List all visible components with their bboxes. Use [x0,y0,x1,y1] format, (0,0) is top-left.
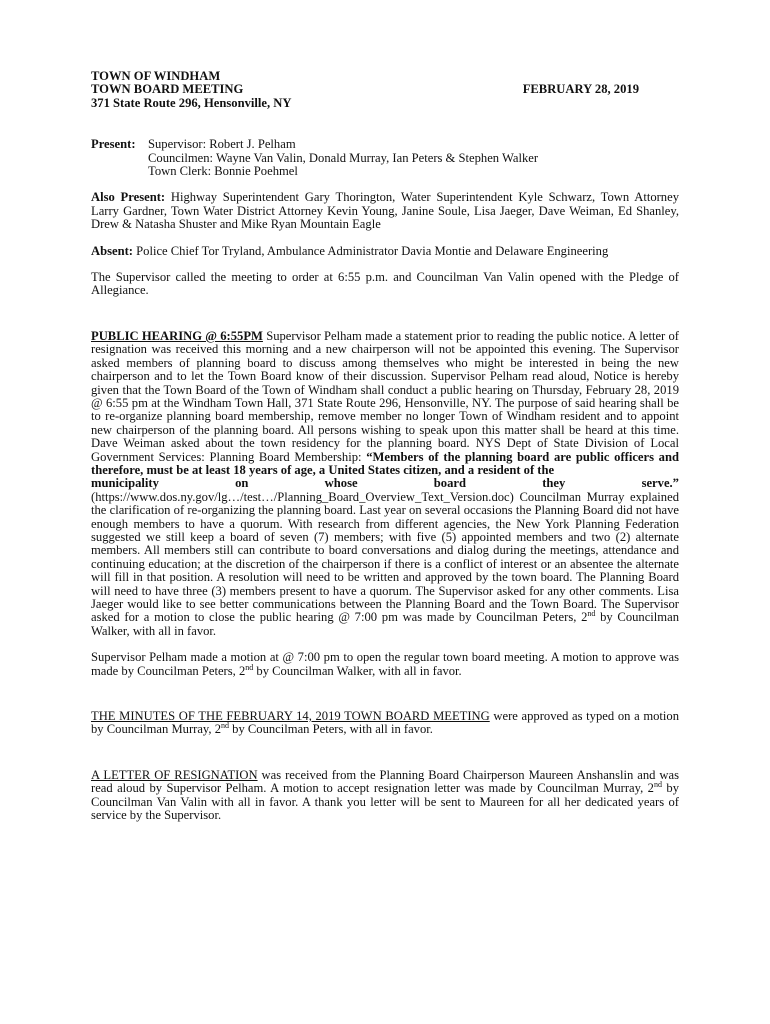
ordinal-suffix: nd [245,662,254,672]
present-councilmen: Councilmen: Wayne Van Valin, Donald Murray, Ian Peters & Stephen Walker [148,150,539,165]
absent-text: Police Chief Tor Tryland, Ambulance Administrator Davia Montie and Delaware Engineering [136,243,609,258]
document-header [91,70,679,110]
public-hearing-quote: “Members of the planning board are public officers and therefore, must be at least 18 years of age, a United States citizen, and a resident of the [91,449,679,477]
public-hearing-text-2: (https://www.dos.ny.gov/lg…/test…/Planning_Board_Overview_Text_Version.doc) Councilman Murray explained the clarification of re-organizing the planning board. Last year on several occasions the Planning Board did not have enough members to have a quorum. With research from different agencies, the New York Planning Federation suggested we still keep a board of seven (7) members; with five (5) appointed members and two (2) alternate members. All members still can contribute to board conversations and dialog during the meetings, attendance and continuing education; at the discretion of the chairperson if there is a conflict of interest or an absentee the alternate will fill in that position. A resolution will need to be written and approved by the town board. The Planning Board will need to have three (3) members present to have a quorum. The Supervisor asked for any other comments. Lisa Jaeger would like to see better communications between the Planning Board and the Town Board. The Supervisor asked for a motion to close the public hearing @ 7:00 pm was made by Councilman Peters, 2 [91,489,679,625]
also-present-text: Highway Superintendent Gary Thorington, Water Superintendent Kyle Schwarz, Town Attorney Larry Gardner, Town Water District Attorney Kevin Young, Janine Soule, Lisa Jaeger, Dave Weiman, Ed Shanley, Drew & Natasha Shuster and Mike Ryan Mountain Eagle [91,190,679,232]
ordinal-suffix: nd [587,609,596,619]
present-clerk: Town Clerk: Bonnie Poehmel [148,164,298,179]
also-present-label: Also Present: [91,190,166,205]
absent-paragraph [91,245,679,258]
present-label: Present: [91,137,136,152]
resignation-heading: A LETTER OF RESIGNATION [91,767,258,782]
regular-meeting-paragraph [91,651,679,678]
present-row [91,138,679,151]
minutes-text-2: by Councilman Peters, with all in favor. [229,722,433,737]
present-supervisor: Supervisor: Robert J. Pelham [148,137,296,152]
quote-word: on [235,476,249,491]
public-hearing-text: Supervisor Pelham made a statement prior to reading the public notice. A letter of resignation was received this morning and a new chairperson will not be appointed this evening. The Supervisor asked members of planning board to discuss among themselves who might be interested in being the new chairperson and to let the Town Board know of their discussion. Supervisor Pelham read aloud, Notice is hereby given that the Town Board of the Town of Windham shall conduct a public hearing on Thursday, February 28, 2019 @ 6:55 pm at the Windham Town Hall, 371 State Route 296, Hensonville, NY. The purpose of said hearing shall be to re-organize planning board membership, remove member no longer Town of Windham resident and to appoint new chairperson of the planning board. All persons wishing to speak upon this matter shall be heard at this time. Dave Weiman asked about the town residency for the planning board. NYS Dept of State Division of Local Government Services: Planning Board Membership: [91,328,679,464]
ordinal-suffix: nd [221,721,229,731]
public-hearing-continuation [91,491,679,638]
quote-word: municipality [91,476,159,491]
public-hearing-heading: PUBLIC HEARING @ 6:55PM [91,328,263,343]
quote-word: board [433,476,466,491]
town-name: TOWN OF WINDHAM [91,69,221,83]
resignation-text-2: by Councilman Van Valin with all in favor. A thank you letter will be sent to Maureen for all her dedicated years of service by the Supervisor. [91,781,679,823]
resignation-text: was received from the Planning Board Chairperson Maureen Anshanslin and was read aloud by Supervisor Pelham. A motion to accept resignation letter was made by Councilman Murray, 2 [91,767,679,796]
quote-word: whose [324,476,358,491]
meeting-title: TOWN BOARD MEETING [91,82,244,97]
absent-label: Absent: [91,243,133,258]
call-to-order-paragraph: The Supervisor called the meeting to order at 6:55 p.m. and Councilman Van Valin opened with the Pledge of Allegiance. [91,270,679,298]
document-page [91,70,679,822]
quote-word: serve.” [641,476,679,491]
resignation-paragraph [91,769,679,823]
regular-meeting-text-2: by Councilman Walker, with all in favor. [253,663,462,678]
ordinal-suffix: nd [653,780,662,790]
present-section [91,138,679,178]
public-hearing-text-3: by Councilman Walker, with all in favor. [91,610,679,638]
regular-meeting-text: Supervisor Pelham made a motion at @ 7:00 pm to open the regular town board meeting. A motion to approve was made by Councilman Peters, 2 [91,650,679,678]
minutes-paragraph [91,710,679,737]
public-hearing-quote-end [91,477,679,490]
header-row [91,83,679,96]
meeting-date: FEBRUARY 28, 2019 [522,82,639,97]
public-hearing-paragraph [91,330,679,477]
quote-word: they [542,476,566,491]
also-present-paragraph [91,191,679,231]
minutes-text: were approved as typed on a motion by Councilman Murray, 2 [91,709,679,737]
meeting-address: 371 State Route 296, Hensonville, NY [91,95,292,110]
minutes-heading: THE MINUTES OF THE FEBRUARY 14, 2019 TOWN BOARD MEETING [91,709,490,724]
